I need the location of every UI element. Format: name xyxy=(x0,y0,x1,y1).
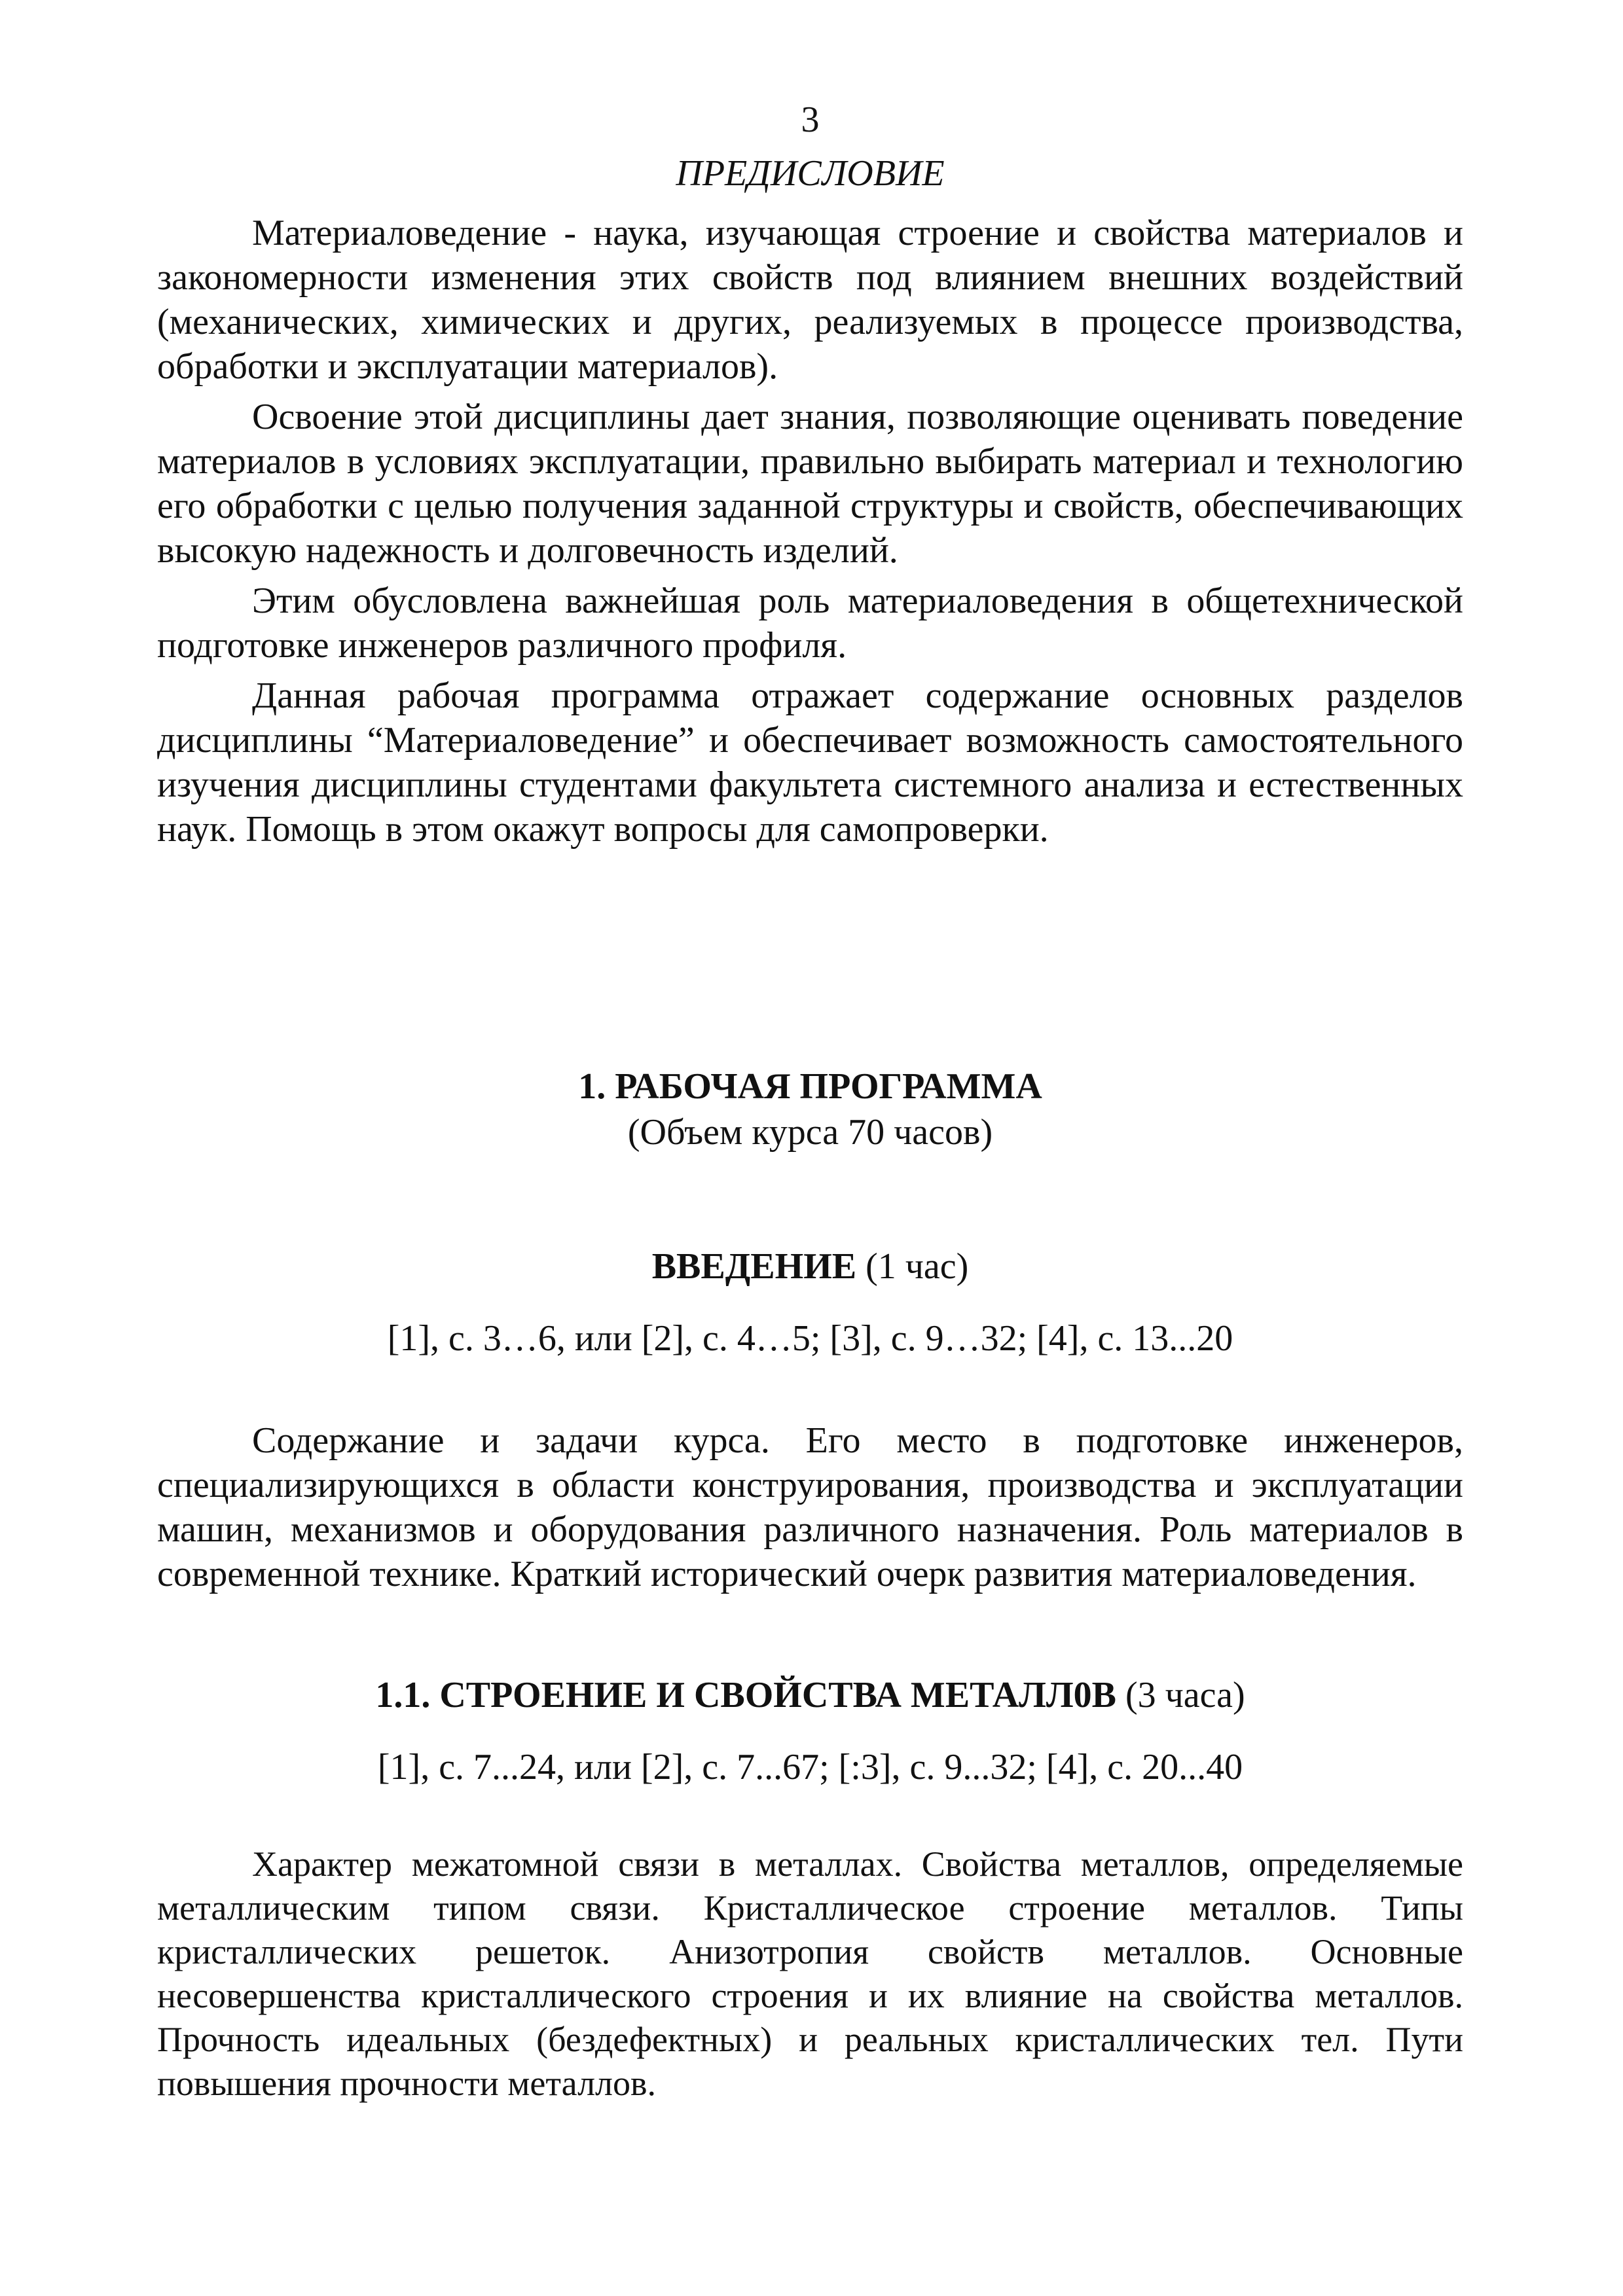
intro-paragraph: Содержание и задачи курса. Его место в подготовке инженеров, специализирующихся в области конструирования, производства и эксплуатации машин, механизмов и оборудования различного назначения. Роль материалов в современной технике. Краткий исторический очерк развития материаловедения. xyxy=(157,1420,1463,1594)
section-1-1-title: 1.1. СТРОЕНИЕ И СВОЙСТВА МЕТАЛЛ0В xyxy=(375,1675,1116,1715)
intro-title: ВВЕДЕНИЕ xyxy=(651,1246,857,1287)
intro-references: [1], с. 3…6, или [2], с. 4…5; [3], с. 9…32; [4], с. 13...20 xyxy=(387,1318,1233,1359)
section-1-1-heading xyxy=(157,1672,1463,1718)
intro-hours: (1 час) xyxy=(866,1246,969,1287)
preface-title: ПРЕДИСЛОВИЕ xyxy=(676,153,945,194)
preface-paragraph: Материаловедение - наука, изучающая строение и свойства материалов и закономерности изменения этих свойств под влиянием внешних воздействий (механических, химических и других, реализуемых в процессе производства, обработки и эксплуатации материалов). xyxy=(157,213,1463,387)
section-1-1-paragraph: Характер межатомной связи в металлах. Свойства металлов, определяемые металлическим типом связи. Кристаллическое строение металлов. Типы кристаллических решеток. Анизотропия свойств металлов. Основные несовершенства кристаллического строения и их влияние на свойства металлов. Прочность идеальных (бездефектных) и реальных кристаллических тел. Пути повышения прочности металлов. xyxy=(157,1844,1463,2103)
section-1-1-body xyxy=(157,1842,1463,2106)
page-number: 3 xyxy=(801,99,820,140)
program-subtitle: (Объем курса 70 часов) xyxy=(627,1112,993,1153)
section-1-1-hours: (3 часа) xyxy=(1125,1675,1245,1715)
program-title: 1. РАБОЧАЯ ПРОГРАММА xyxy=(578,1066,1042,1107)
preface-paragraph: Этим обусловлена важнейшая роль материаловедения в общетехнической подготовке инженеров различного профиля. xyxy=(157,581,1463,666)
section-1-1-references: [1], с. 7...24, или [2], с. 7...67; [:3], с. 9...32; [4], с. 20...40 xyxy=(377,1747,1243,1787)
preface-paragraph: Данная рабочая программа отражает содержание основных разделов дисциплины “Материаловедение” и обеспечивает возможность самостоятельного изучения дисциплины студентами факультета системного анализа и естественных наук. Помощь в этом окажут вопросы для самопроверки. xyxy=(157,675,1463,850)
intro-heading xyxy=(157,1244,1463,1289)
intro-body xyxy=(157,1418,1463,1596)
preface-paragraph: Освоение этой дисциплины дает знания, позволяющие оценивать поведение материалов в условиях эксплуатации, правильно выбирать материал и технологию его обработки с целью получения заданной структуры и свойств, обеспечивающих высокую надежность и долговечность изделий. xyxy=(157,397,1463,571)
preface-body xyxy=(157,211,1463,852)
